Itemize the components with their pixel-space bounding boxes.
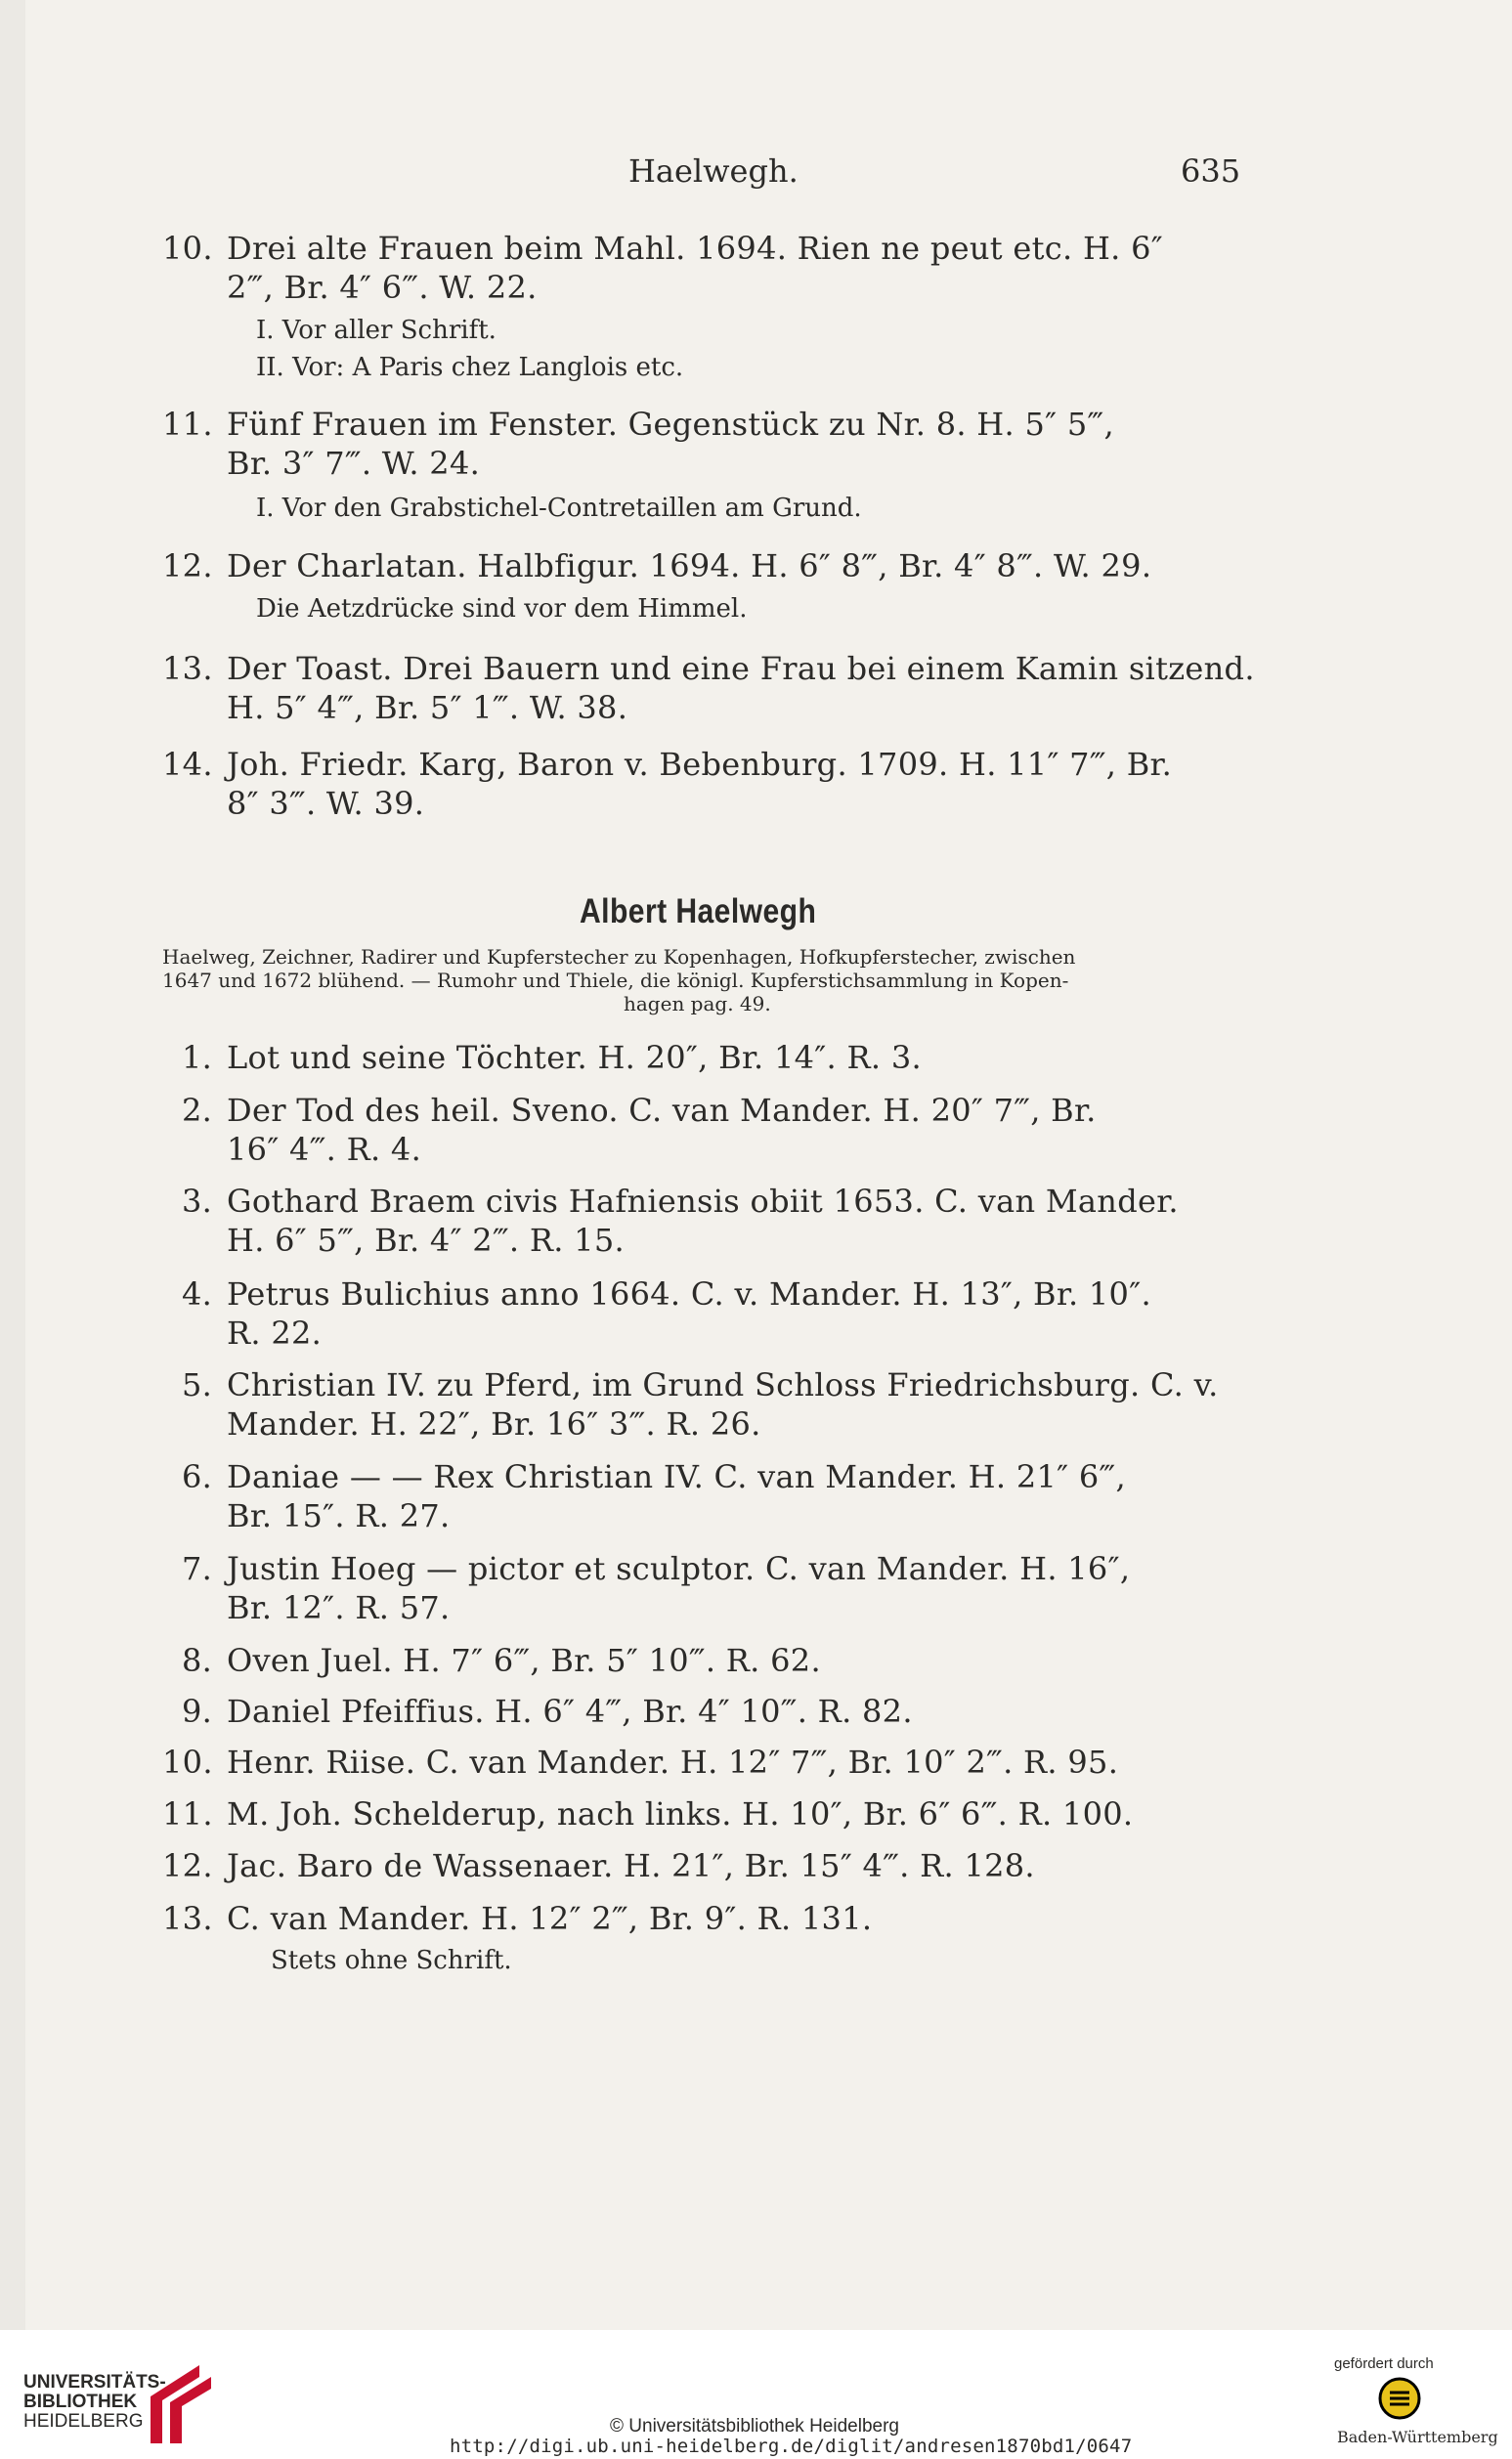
entry-text-line: Gothard Braem civis Hafniensis obiit 1653. C. van Mander. — [227, 1183, 1179, 1220]
section-intro-line: hagen pag. 49. — [624, 992, 771, 1015]
entry-text-line: H. 6″ 5‴, Br. 4″ 2‴. R. 15. — [227, 1222, 625, 1259]
entry-number: 13. — [162, 650, 213, 687]
state-note: Die Aetzdrücke sind vor dem Himmel. — [256, 594, 748, 624]
entry-note: Stets ohne Schrift. — [271, 1946, 512, 1975]
entry-number: 2. — [182, 1092, 213, 1129]
entry-text-line: 8″ 3‴. W. 39. — [227, 785, 425, 822]
sponsor-label: gefördert durch — [1334, 2355, 1434, 2372]
entry-number: 11. — [162, 1795, 213, 1833]
entry-text-line: Justin Hoeg — pictor et sculptor. C. van Mander. H. 16″, — [227, 1550, 1131, 1587]
entry-text-line: Oven Juel. H. 7″ 6‴, Br. 5″ 10‴. R. 62. — [227, 1642, 821, 1679]
entry-text-line: M. Joh. Schelderup, nach links. H. 10″, Br. 6″ 6‴. R. 100. — [227, 1795, 1134, 1833]
entry-text-line: Der Toast. Drei Bauern und eine Frau bei einem Kamin sitzend. — [227, 650, 1255, 687]
footer-bar — [0, 2330, 1512, 2459]
entry-text-line: Mander. H. 22″, Br. 16″ 3‴. R. 26. — [227, 1405, 761, 1443]
entry-number: 10. — [162, 230, 213, 267]
entry-number: 8. — [182, 1642, 213, 1679]
entry-number: 14. — [162, 746, 213, 783]
state-note: II. Vor: A Paris chez Langlois etc. — [256, 353, 684, 382]
entry-number: 13. — [162, 1900, 213, 1937]
library-logo-line: BIBLIOTHEK — [23, 2392, 138, 2412]
section-intro-line: 1647 und 1672 blühend. — Rumohr und Thiele, die königl. Kupferstichsammlung in Kopen- — [162, 969, 1069, 992]
entry-text-line: Br. 15″. R. 27. — [227, 1497, 451, 1534]
entry-text-line: 16″ 4‴. R. 4. — [227, 1131, 422, 1168]
entry-text-line: Der Charlatan. Halbfigur. 1694. H. 6″ 8‴, Br. 4″ 8‴. W. 29. — [227, 547, 1152, 584]
entry-text-line: 2‴, Br. 4″ 6‴. W. 22. — [227, 269, 538, 306]
entry-number: 11. — [162, 406, 213, 443]
entry-text-line: C. van Mander. H. 12″ 2‴, Br. 9″. R. 131. — [227, 1900, 873, 1937]
entry-text-line: Petrus Bulichius anno 1664. C. v. Mander. H. 13″, Br. 10″. — [227, 1275, 1151, 1313]
entry-number: 4. — [182, 1275, 213, 1313]
library-logo-line: HEIDELBERG — [23, 2411, 144, 2432]
entry-number: 3. — [182, 1183, 213, 1220]
library-logo-line: UNIVERSITÄTS- — [23, 2372, 166, 2393]
library-logo-icon — [147, 2357, 217, 2447]
entry-text-line: Br. 3″ 7‴. W. 24. — [227, 445, 481, 482]
entry-text-line: Joh. Friedr. Karg, Baron v. Bebenburg. 1709. H. 11″ 7‴, Br. — [227, 746, 1173, 783]
entry-text-line: Jac. Baro de Wassenaer. H. 21″, Br. 15″ 4‴. R. 128. — [227, 1847, 1035, 1884]
copyright-text: © Universitätsbibliothek Heidelberg — [610, 2416, 899, 2437]
entry-text-line: H. 5″ 4‴, Br. 5″ 1‴. W. 38. — [227, 689, 628, 726]
state-seal-icon — [1378, 2377, 1421, 2420]
entry-number: 5. — [182, 1366, 213, 1403]
entry-text-line: Fünf Frauen im Fenster. Gegenstück zu Nr. 8. H. 5″ 5‴, — [227, 406, 1114, 443]
entry-number: 6. — [182, 1458, 213, 1495]
state-note: I. Vor aller Schrift. — [256, 316, 497, 345]
entry-number: 1. — [182, 1039, 213, 1076]
entry-text-line: Lot und seine Töchter. H. 20″, Br. 14″. R. 3. — [227, 1039, 922, 1076]
running-title: Haelwegh. — [628, 152, 799, 190]
page-number: 635 — [1181, 152, 1241, 190]
entry-text-line: Der Tod des heil. Sveno. C. van Mander. H. 20″ 7‴, Br. — [227, 1092, 1097, 1129]
entry-text-line: Daniae — — Rex Christian IV. C. van Mander. H. 21″ 6‴, — [227, 1458, 1126, 1495]
entry-text-line: R. 22. — [227, 1315, 323, 1352]
entry-number: 12. — [162, 547, 213, 584]
sponsor-name: Baden-Württemberg — [1337, 2428, 1498, 2446]
section-title: Albert Haelwegh — [580, 892, 817, 930]
source-url[interactable]: http://digi.ub.uni-heidelberg.de/diglit/andresen1870bd1/0647 — [450, 2436, 1133, 2457]
entry-text-line: Christian IV. zu Pferd, im Grund Schloss Friedrichsburg. C. v. — [227, 1366, 1219, 1403]
section-intro-line: Haelweg, Zeichner, Radirer und Kupferstecher zu Kopenhagen, Hofkupferstecher, zwischen — [162, 945, 1076, 969]
entry-text-line: Henr. Riise. C. van Mander. H. 12″ 7‴, Br. 10″ 2‴. R. 95. — [227, 1744, 1119, 1781]
entry-text-line: Drei alte Frauen beim Mahl. 1694. Rien ne peut etc. H. 6″ — [227, 230, 1164, 267]
entry-text-line: Daniel Pfeiffius. H. 6″ 4‴, Br. 4″ 10‴. R. 82. — [227, 1693, 913, 1730]
entry-number: 7. — [182, 1550, 213, 1587]
entry-number: 10. — [162, 1744, 213, 1781]
entry-number: 9. — [182, 1693, 213, 1730]
entry-number: 12. — [162, 1847, 213, 1884]
state-note: I. Vor den Grabstichel-Contretaillen am Grund. — [256, 494, 862, 523]
entry-text-line: Br. 12″. R. 57. — [227, 1589, 451, 1626]
